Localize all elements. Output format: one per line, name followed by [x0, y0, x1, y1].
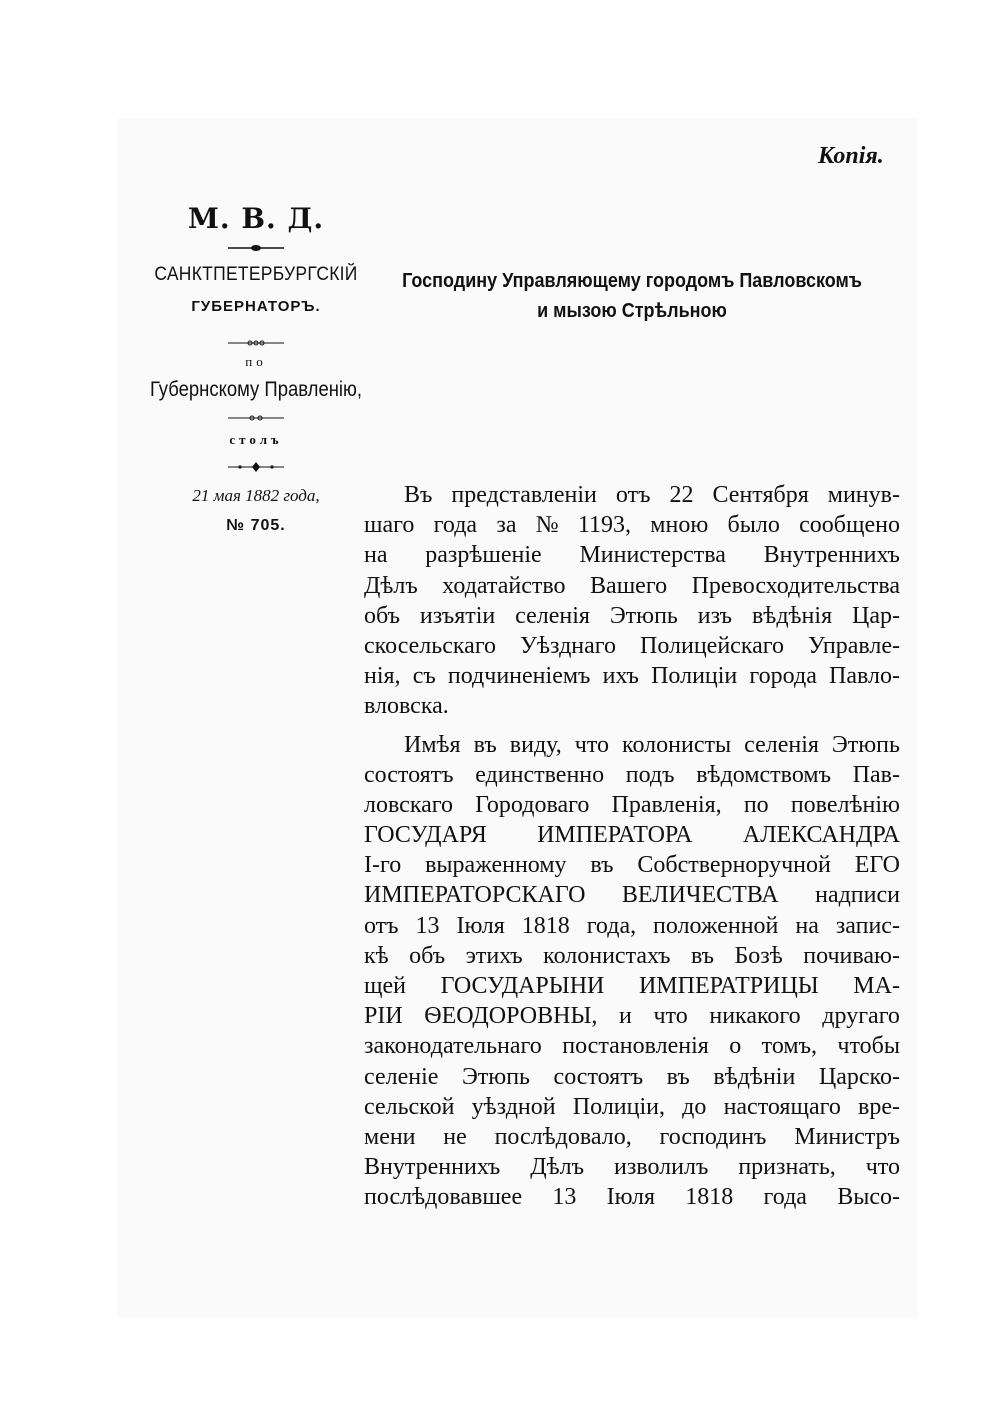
- document-number: № 705.: [226, 517, 286, 534]
- desk-label: столъ: [229, 432, 283, 447]
- text-line: мени не послѣдовало, господинъ Министръ: [364, 1123, 900, 1150]
- text-line: І-го выраженному въ Собстверноручной ЕГО: [364, 852, 900, 879]
- text-line: ИМПЕРАТОРСКАГО ВЕЛИЧЕСТВА надписи: [364, 882, 900, 909]
- paragraph: [364, 480, 900, 722]
- text-line: на разрѣшеніе Министерства Внутреннихъ: [364, 542, 900, 569]
- ornament-divider: [226, 243, 286, 253]
- text-line: Дѣлъ ходатайство Вашего Превосходительства: [364, 572, 900, 599]
- text-line: скосельскаго Уѣзднаго Полицейскаго Управле-: [364, 632, 900, 659]
- text-line: вловска.: [364, 693, 449, 720]
- text-line: шаго года за № 1193, мною было сообщено: [364, 512, 900, 539]
- text-line: ГОСУДАРЯ ИМПЕРАТОРА АЛЕКСАНДРА: [364, 822, 900, 849]
- text-line: сельской уѣздной Полиціи, до настоящаго вре-: [364, 1093, 900, 1120]
- text-line: Имѣя въ виду, что колонисты селенія Этюпь: [404, 731, 900, 758]
- governor-title: САНКТПЕТЕРБУРГСКІЙ: [154, 264, 358, 285]
- addressee: [362, 266, 902, 326]
- document-date: 21 мая 1882 года,: [192, 486, 320, 505]
- text-line: ловскаго Городоваго Правленія, по повелѣнію: [364, 791, 900, 818]
- text-line: щей ГОСУДАРЫНИ ИМПЕРАТРИЦЫ МА-: [364, 973, 900, 999]
- text-line: Въ представленіи отъ 22 Сентября минув-: [404, 482, 900, 508]
- addressee-line: и мызою Стрѣльною: [537, 300, 727, 322]
- ornament-divider: [226, 338, 286, 348]
- ornament-divider: [226, 462, 286, 472]
- ministry-abbreviation: М. В. Д.: [187, 202, 325, 235]
- text-line: нія, съ подчиненіемъ ихъ Полиціи города Павло-: [364, 663, 900, 690]
- text-line: законодательнаго постановленія о томъ, чтобы: [364, 1033, 900, 1060]
- text-line: кѣ объ этихъ колонистахъ въ Бозѣ почиваю-: [364, 942, 900, 969]
- ornament-divider: [226, 413, 286, 423]
- text-line: объ изъятіи селенія Этюпь изъ вѣдѣнія Цар-: [364, 602, 900, 629]
- letter-body: [364, 480, 900, 1213]
- text-line: селеніе Этюпь состоятъ въ вѣдѣніи Царско-: [364, 1063, 900, 1090]
- text-line: Внутреннихъ Дѣлъ изволилъ признать, что: [364, 1154, 900, 1181]
- copy-mark: Копія.: [818, 143, 884, 169]
- paragraph: [364, 730, 900, 1213]
- department-name: Губернскому Правленію,: [149, 378, 363, 401]
- text-line: состоятъ единственно подъ вѣдомствомъ Пав-: [364, 761, 900, 788]
- addressee-line: Господину Управляющему городомъ Павловскомъ: [402, 270, 862, 292]
- po-label: по: [245, 354, 267, 369]
- text-line: отъ 13 Іюля 1818 года, положенной на запис-: [364, 912, 900, 939]
- text-line: РІИ ѲЕОДОРОВНЫ, и что никакого другаго: [364, 1003, 900, 1030]
- text-line: послѣдовавшее 13 Іюля 1818 года Высо-: [364, 1184, 900, 1211]
- governor-title-2: ГУБЕРНАТОРЪ.: [191, 298, 321, 315]
